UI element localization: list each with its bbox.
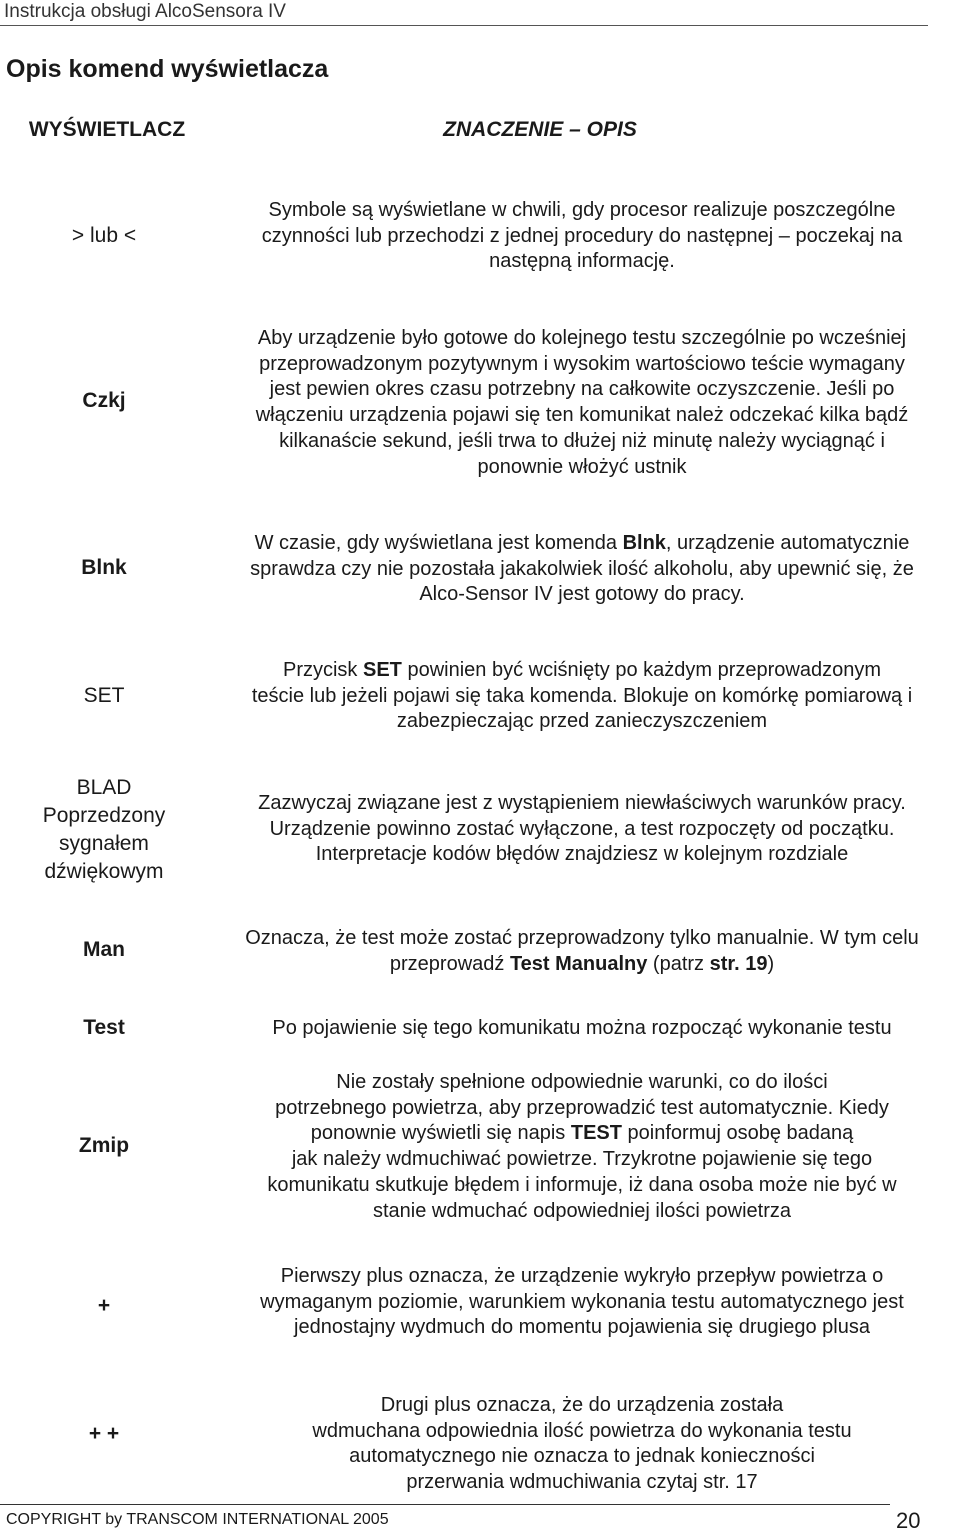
command-label <box>4 774 204 886</box>
command-label: Czkj <box>82 389 126 412</box>
page-reference: str. 19 <box>709 952 768 975</box>
command-label: SET <box>83 684 125 707</box>
description-line: Nie zostały spełnione odpowiednie warunki, co do ilości <box>336 1071 828 1093</box>
command-label-line: BLAD <box>76 776 132 799</box>
description-line: wymaganym poziomie, warunkiem wykonania testu automatycznego jest <box>260 1290 904 1313</box>
command-description <box>206 198 958 275</box>
command-description <box>206 1070 958 1224</box>
command-label: Blnk <box>81 556 127 579</box>
command-description <box>206 531 958 608</box>
command-description <box>206 1393 958 1496</box>
command-description <box>206 791 958 868</box>
description-line: Po pojawienie się tego komunikatu można rozpocząć wykonanie testu <box>272 1017 892 1039</box>
column-header-meaning: ZNACZENIE – OPIS <box>443 118 637 141</box>
document-title: Instrukcja obsługi AlcoSensora IV <box>4 1 286 22</box>
description-line: stanie wdmuchać odpowiedniej ilości powietrza <box>373 1199 791 1222</box>
description-line: ponownie wyświetli się napis TEST poinformuj osobę badaną <box>310 1122 854 1145</box>
page-title: Opis komend wyświetlacza <box>6 55 329 83</box>
description-line: włączeniu urządzenia pojawi się ten komunikat należ odczekać kilka bądź <box>255 404 909 427</box>
description-line: jednostajny wydmuch do momentu pojawienia się drugiego plusa <box>294 1316 870 1339</box>
description-line: przeprowadź Test Manualny (patrz str. 19) <box>389 952 775 975</box>
command-description <box>206 1264 958 1341</box>
command-label: + <box>97 1294 111 1317</box>
command-label-line: dźwiękowym <box>44 860 164 883</box>
footer-divider <box>0 1504 890 1505</box>
command-label-line: Poprzedzony <box>42 804 166 827</box>
description-line: automatycznego nie oznacza to jednak konieczności <box>349 1445 815 1468</box>
description-line: Urządzenie powinno zostać wyłączone, a test rozpoczęty od początku. <box>269 817 895 840</box>
inline-command: Test Manualny <box>509 952 648 975</box>
description-line: sprawdza czy nie pozostała jakakolwiek ilość alkoholu, aby upewnić się, że <box>250 557 914 580</box>
description-line: przeprowadzonym pozytywnym i wysokim wartościowo teście wymagany <box>259 352 905 375</box>
description-line: Interpretacje kodów błędów znajdziesz w kolejnym rozdziale <box>315 843 849 866</box>
description-line: Pierwszy plus oznacza, że urządzenie wykryło przepływ powietrza o <box>280 1265 884 1287</box>
command-label: > lub < <box>71 224 137 247</box>
description-line: Zazwyczaj związane jest z wystąpieniem niewłaściwych warunków pracy. <box>258 792 906 814</box>
description-line: W czasie, gdy wyświetlana jest komenda Blnk, urządzenie automatycznie <box>254 532 910 554</box>
command-description <box>206 658 958 735</box>
description-line: Drugi plus oznacza, że do urządzenia została <box>380 1394 784 1416</box>
command-description <box>206 926 958 977</box>
description-line: Oznacza, że test może zostać przeprowadzony tylko manualnie. W tym celu <box>245 927 919 949</box>
description-line: teście lub jeżeli pojawi się taka komenda. Blokuje on komórkę pomiarową i <box>251 684 913 707</box>
description-line: jest pewien okres czasu potrzebny na całkowite oczyszczenie. Jeśli po <box>269 378 895 401</box>
description-line: Alco-Sensor IV jest gotowy do pracy. <box>419 583 745 606</box>
description-line: czynności lub przechodzi z jednej procedury do następnej – poczekaj na <box>261 224 903 247</box>
description-line: ponownie włożyć ustnik <box>477 455 687 478</box>
command-label: Man <box>83 938 125 961</box>
description-line: komunikatu skutkuje błędem i informuje, iż dana osoba może nie być w <box>267 1173 897 1196</box>
page-number: 20 <box>896 1508 921 1533</box>
description-line: wdmuchana odpowiednia ilość powietrza do wykonania testu <box>312 1419 852 1442</box>
description-line: potrzebnego powietrza, aby przeprowadzić test automatycznie. Kiedy <box>275 1096 889 1119</box>
description-line: następną informację. <box>489 250 675 273</box>
command-label: + + <box>88 1422 120 1445</box>
description-line: Przycisk SET powinien być wciśnięty po każdym przeprowadzonym <box>282 659 881 681</box>
description-line: przerwania wdmuchiwania czytaj str. 17 <box>406 1471 758 1494</box>
page-header <box>0 0 960 24</box>
inline-command: Blnk <box>622 532 666 554</box>
footer-copyright: COPYRIGHT by TRANSCOM INTERNATIONAL 2005 <box>6 1511 389 1528</box>
description-line: Aby urządzenie było gotowe do kolejnego testu szczególnie po wcześniej <box>257 327 907 349</box>
description-line: Symbole są wyświetlane w chwili, gdy procesor realizuje poszczególne <box>268 199 896 221</box>
command-label: Zmip <box>78 1134 130 1157</box>
header-divider <box>0 25 928 26</box>
command-label: Test <box>83 1016 125 1039</box>
command-label-line: sygnałem <box>59 832 149 855</box>
description-line: jak należy wdmuchiwać powietrze. Trzykrotne pojawienie się tego <box>291 1148 873 1171</box>
inline-command: SET <box>362 659 402 681</box>
description-line: zabezpieczając przed zanieczyszczeniem <box>396 710 768 733</box>
command-description <box>206 1016 958 1042</box>
description-line: kilkanaście sekund, jeśli trwa to dłużej niż minutę należy wyciągnąć i <box>279 429 885 452</box>
inline-command: TEST <box>570 1122 622 1145</box>
column-header-display: WYŚWIETLACZ <box>28 118 186 141</box>
command-description <box>206 326 958 480</box>
